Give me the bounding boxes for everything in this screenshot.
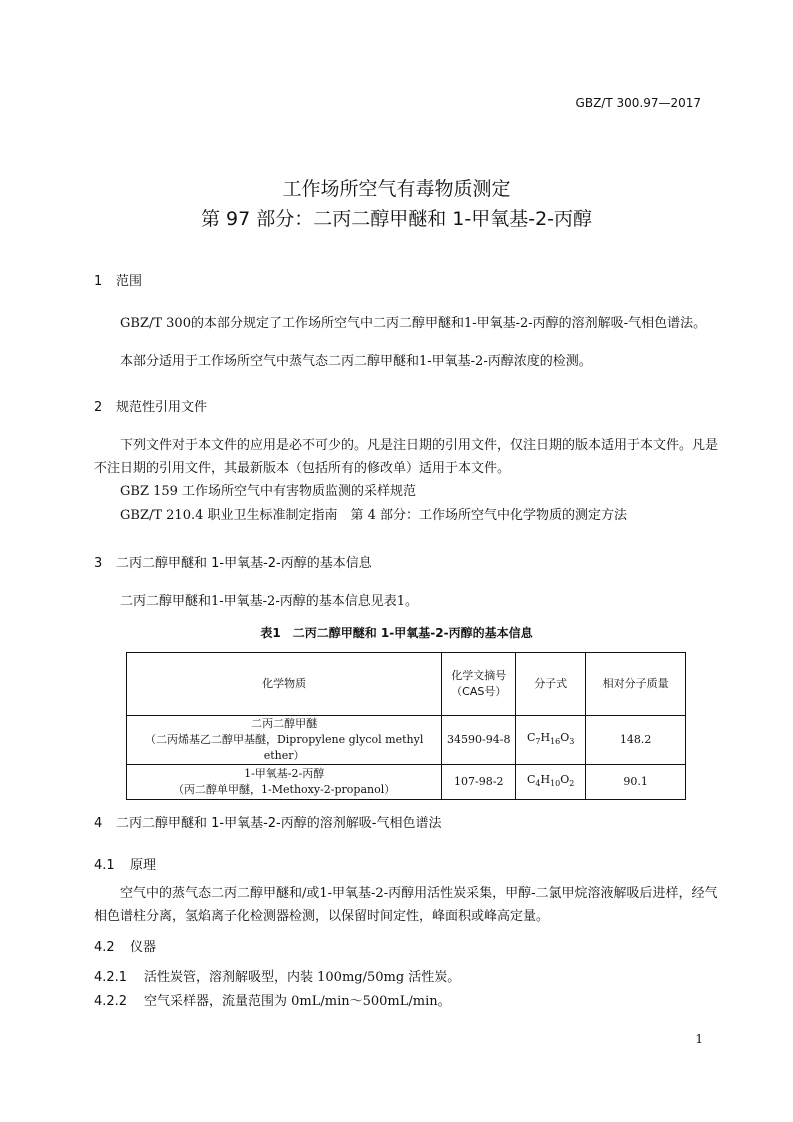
section-number: 4.1 — [94, 858, 115, 873]
chemical-cell — [127, 765, 442, 800]
section-title: 二丙二醇甲醚和 1-甲氧基-2-丙醇的溶剂解吸-气相色谱法 — [116, 816, 442, 831]
section-4-1-heading — [94, 854, 156, 873]
header-molecular-weight: 相对分子质量 — [586, 653, 686, 716]
item-number: 4.2.2 — [94, 994, 128, 1009]
section-title: 原理 — [130, 858, 157, 873]
section-4-1-paragraph: 空气中的蒸气态二丙二醇甲醚和/或1-甲氧基-2-丙醇用活性炭采集，甲醇-二氯甲烷溶液解吸后进样，经气相色谱柱分离，氢焰离子化检测器检测，以保留时间定性，峰面积或峰高定量。 — [94, 886, 718, 924]
section-3-heading — [94, 552, 372, 571]
header-cas-line-1: 化学文摘号 — [451, 669, 507, 682]
header-formula: 分子式 — [516, 653, 586, 716]
table-header-row — [127, 653, 686, 716]
chemical-alias: （二丙烯基乙二醇甲基醚，Dipropylene glycol methyl ether） — [144, 733, 424, 762]
section-4-heading — [94, 812, 441, 831]
section-1-paragraph-1: GBZ/T 300的本部分规定了工作场所空气中二丙二醇甲醚和1-甲氧基-2-丙醇的溶剂解吸-气相色谱法。 — [120, 316, 707, 331]
normative-reference-1: GBZ 159 工作场所空气中有害物质监测的采样规范 — [120, 484, 417, 499]
normative-reference-2: GBZ/T 210.4 职业卫生标准制定指南 第 4 部分：工作场所空气中化学物质的测定方法 — [120, 508, 628, 523]
chemical-alias: （丙二醇单甲醚，1-Methoxy-2-propanol） — [173, 783, 396, 796]
basic-info-table — [126, 652, 686, 800]
instrument-item-1 — [94, 966, 460, 985]
chemical-cell — [127, 716, 442, 765]
section-number: 4.2 — [94, 940, 115, 955]
molecular-formula: $C_4H_{10}O_2$ — [516, 765, 586, 800]
cas-number: 34590-94-8 — [442, 716, 516, 765]
molecular-weight: 148.2 — [586, 716, 686, 765]
section-number: 3 — [94, 556, 103, 571]
table-row — [127, 765, 686, 800]
molecular-formula: $C_7H_{16}O_3$ — [516, 716, 586, 765]
section-1-paragraph-2: 本部分适用于工作场所空气中蒸气态二丙二醇甲醚和1-甲氧基-2-丙醇浓度的检测。 — [120, 354, 592, 369]
cas-number: 107-98-2 — [442, 765, 516, 800]
molecular-weight: 90.1 — [586, 765, 686, 800]
page-number: 1 — [695, 1032, 703, 1046]
chemical-name: 二丙二醇甲醚 — [251, 717, 318, 730]
section-2-paragraph-1: 下列文件对于本文件的应用是必不可少的。凡是注日期的引用文件，仅注日期的版本适用于本文件。凡是不注日期的引用文件，其最新版本（包括所有的修改单）适用于本文件。 — [94, 438, 719, 476]
chemical-name: 1-甲氧基-2-丙醇 — [244, 767, 325, 780]
table-caption: 表1 二丙二醇甲醚和 1-甲氧基-2-丙醇的基本信息 — [260, 626, 533, 640]
header-cas — [442, 653, 516, 716]
section-number: 1 — [94, 274, 103, 289]
section-title: 范围 — [116, 274, 143, 289]
section-3-paragraph-1: 二丙二醇甲醚和1-甲氧基-2-丙醇的基本信息见表1。 — [120, 594, 418, 609]
section-title: 二丙二醇甲醚和 1-甲氧基-2-丙醇的基本信息 — [116, 556, 372, 571]
section-2-heading — [94, 396, 207, 415]
item-number: 4.2.1 — [94, 970, 128, 985]
item-text: 活性炭管，溶剂解吸型，内装 100mg/50mg 活性炭。 — [144, 970, 461, 985]
section-title: 规范性引用文件 — [116, 400, 208, 415]
section-title: 仪器 — [130, 940, 157, 955]
section-number: 4 — [94, 816, 103, 831]
standard-number: GBZ/T 300.97—2017 — [575, 96, 701, 110]
document-subtitle: 第 97 部分：二丙二醇甲醚和 1-甲氧基-2-丙醇 — [200, 208, 593, 230]
table-row — [127, 716, 686, 765]
header-cas-line-2: （CAS号） — [451, 685, 507, 698]
section-4-2-heading — [94, 936, 156, 955]
header-chemical: 化学物质 — [127, 653, 442, 716]
section-number: 2 — [94, 400, 103, 415]
section-1-heading — [94, 270, 142, 289]
item-text: 空气采样器，流量范围为 0mL/min～500mL/min。 — [144, 994, 451, 1009]
instrument-item-2 — [94, 990, 451, 1009]
document-title: 工作场所空气有毒物质测定 — [282, 178, 511, 200]
